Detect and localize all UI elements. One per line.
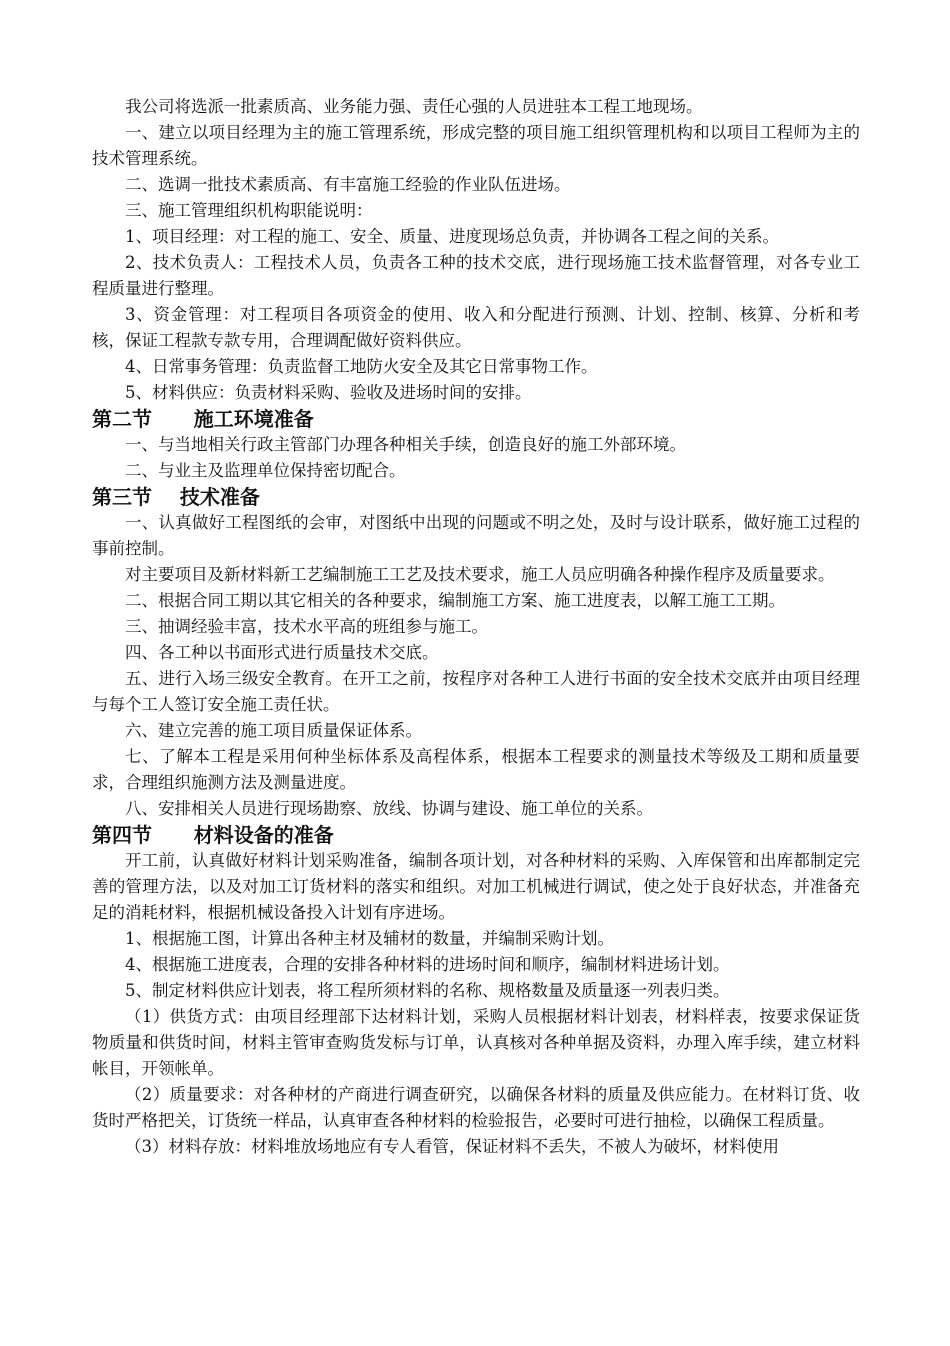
section-heading-2: 第二节 施工环境准备 [92, 407, 314, 431]
paragraph: 二、选调一批技术素质高、有丰富施工经验的作业队伍进场。 [125, 175, 571, 194]
paragraph: 1、根据施工图，计算出各种主材及辅材的数量，并编制采购计划。 [125, 929, 614, 948]
paragraph: 二、与业主及监理单位保持密切配合。 [125, 461, 406, 480]
paragraph: 七、了解本工程是采用何种坐标体系及高程体系，根据本工程要求的测量技术等级及工期和质量要求，合理组织施测方法及测量进度。 [92, 747, 860, 792]
paragraph: 三、抽调经验丰富，技术水平高的班组参与施工。 [125, 617, 488, 636]
paragraph: 一、建立以项目经理为主的施工管理系统，形成完整的项目施工组织管理机构和以项目工程师为主的技术管理系统。 [92, 123, 860, 168]
paragraph: 三、施工管理组织机构职能说明： [125, 201, 373, 220]
paragraph: 对主要项目及新材料新工艺编制施工工艺及技术要求，施工人员应明确各种操作程序及质量要求。 [125, 565, 835, 584]
paragraph: 六、建立完善的施工项目质量保证体系。 [125, 721, 422, 740]
paragraph: 一、认真做好工程图纸的会审，对图纸中出现的问题或不明之处，及时与设计联系，做好施工过程的事前控制。 [92, 513, 860, 558]
paragraph: 开工前，认真做好材料计划采购准备，编制各项计划，对各种材料的采购、入库保管和出库都制定完善的管理方法，以及对加工订货材料的落实和组织。对加工机械进行调试，使之处于良好状态，并准备充足的消耗材料，根据机械设备投入计划有序进场。 [92, 851, 860, 922]
paragraph: 八、安排相关人员进行现场勘察、放线、协调与建设、施工单位的关系。 [125, 799, 653, 818]
paragraph: （1）供货方式：由项目经理部下达材料计划，采购人员根据材料计划表，材料样表，按要求保证货物质量和供货时间，材料主管审查购货发标与订单，认真核对各种单据及资料，办理入库手续，建立材料帐目，开领帐单。 [92, 1007, 860, 1078]
paragraph: 四、各工种以书面形式进行质量技术交底。 [125, 643, 439, 662]
document-body [92, 94, 860, 1160]
paragraph: 3、资金管理：对工程项目各项资金的使用、收入和分配进行预测、计划、控制、核算、分析和考核，保证工程款专款专用，合理调配做好资料供应。 [92, 305, 860, 350]
paragraph: 五、进行入场三级安全教育。在开工之前，按程序对各种工人进行书面的安全技术交底并由项目经理与每个工人签订安全施工责任状。 [92, 669, 860, 714]
paragraph: （2）质量要求：对各种材的产商进行调查研究，以确保各材料的质量及供应能力。在材料订货、收货时严格把关，订货统一样品，认真审查各种材料的检验报告，必要时可进行抽检，以确保工程质量。 [92, 1085, 860, 1130]
paragraph: 2、技术负责人：工程技术人员，负责各工种的技术交底，进行现场施工技术监督管理，对各专业工程质量进行整理。 [92, 253, 860, 298]
paragraph: （3）材料存放：材料堆放场地应有专人看管，保证材料不丢失，不被人为破坏，材料使用 [125, 1137, 779, 1156]
paragraph: 5、制定材料供应计划表，将工程所须材料的名称、规格数量及质量逐一列表归类。 [125, 981, 730, 1000]
paragraph: 4、根据施工进度表，合理的安排各种材料的进场时间和顺序，编制材料进场计划。 [125, 955, 730, 974]
section-heading-3: 第三节 技术准备 [92, 485, 260, 509]
paragraph: 我公司将选派一批素质高、业务能力强、责任心强的人员进驻本工程工地现场。 [125, 97, 703, 116]
paragraph: 二、根据合同工期以其它相关的各种要求，编制施工方案、施工进度表，以解工施工工期。 [125, 591, 785, 610]
paragraph: 一、与当地相关行政主管部门办理各种相关手续，创造良好的施工外部环境。 [125, 435, 686, 454]
section-heading-4: 第四节 材料设备的准备 [92, 823, 334, 847]
paragraph: 4、日常事务管理：负责监督工地防火安全及其它日常事物工作。 [125, 357, 598, 376]
paragraph: 5、材料供应：负责材料采购、验收及进场时间的安排。 [125, 383, 532, 402]
paragraph: 1、项目经理：对工程的施工、安全、质量、进度现场总负责，并协调各工程之间的关系。 [125, 227, 779, 246]
